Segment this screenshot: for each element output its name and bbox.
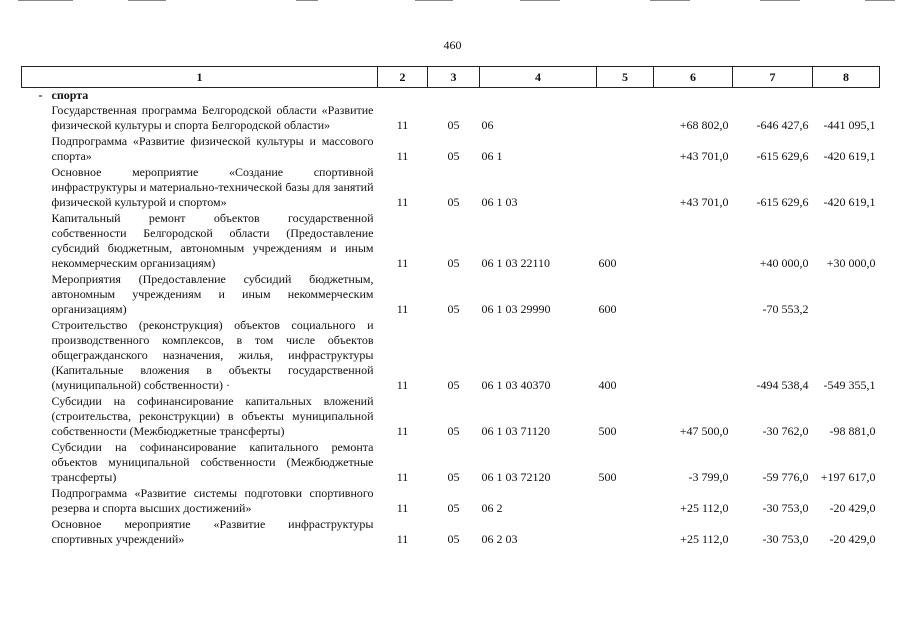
column-header: 4 (480, 67, 597, 88)
subsection-code: 05 (447, 118, 460, 132)
amount-col7: -494 538,4 (756, 378, 809, 392)
row-description: Государственная программа Белгородской области «Развитие физической культуры и спорта Белгородской области» (51, 103, 374, 132)
row-description: Подпрограмма «Развитие системы подготовки спортивного резерва и спорта высших достижений» (51, 486, 374, 515)
amount-col7: -615 629,6 (756, 149, 809, 163)
subsection-code: 05 (447, 378, 460, 392)
top-edge-marks (0, 0, 905, 2)
section-code: 11 (396, 256, 409, 270)
table-header-row (22, 67, 880, 88)
section-code: 11 (396, 118, 409, 132)
subsection-code: 05 (447, 424, 460, 438)
row-description: Субсидии на софинансирование капитального ремонта объектов муниципальной собственности (Межбюджетные трансферты) (51, 440, 374, 484)
table-row (22, 318, 880, 394)
expense-type-code (597, 486, 654, 517)
target-article-code: 06 2 (481, 501, 503, 515)
target-article-code: 06 1 03 29990 (481, 302, 551, 316)
amount-col8: -20 429,0 (829, 501, 876, 515)
row-description: Мероприятия (Предоставление субсидий бюджетным, автономным учреждениям и иным некоммерческим организациям) (51, 272, 374, 316)
section-title: спорта (51, 88, 89, 102)
section-code: 11 (396, 378, 409, 392)
amount-col8: -549 355,1 (823, 378, 876, 392)
amount-col6 (654, 211, 733, 272)
amount-col6: +25 112,0 (680, 532, 729, 546)
amount-col7: -30 753,0 (762, 501, 809, 515)
subsection-code: 05 (447, 470, 460, 484)
row-description: Строительство (реконструкция) объектов социального и производственного комплексов, в том числе объектов общегражданского назначения, жилья, инфраструктуры (Капитальные вложения в объекты государственной (муниципальной) собственности) · (51, 318, 374, 392)
column-header: 1 (22, 67, 378, 88)
section-code: 11 (396, 195, 409, 209)
section-code: 11 (396, 424, 409, 438)
section-dash: - (38, 88, 43, 102)
amount-col7: -59 776,0 (762, 470, 809, 484)
target-article-code: 06 1 03 72120 (481, 470, 551, 484)
amount-col8: -20 429,0 (829, 532, 876, 546)
subsection-code: 05 (447, 501, 460, 515)
amount-col6: +68 802,0 (679, 118, 729, 132)
table-row (22, 211, 880, 272)
table-row (22, 394, 880, 440)
amount-col8 (813, 272, 880, 318)
section-code: 11 (396, 532, 409, 546)
expense-type-code: 500 (598, 470, 617, 484)
section-code: 11 (396, 470, 409, 484)
column-header: 2 (378, 67, 428, 88)
page-number: 460 (443, 38, 462, 52)
amount-col7: -615 629,6 (756, 195, 809, 209)
table-row (22, 486, 880, 517)
table-row (22, 165, 880, 211)
subsection-code: 05 (447, 532, 460, 546)
amount-col8: -98 881,0 (829, 424, 876, 438)
amount-col6: +43 701,0 (679, 195, 729, 209)
expense-type-code (597, 103, 654, 134)
table-row (22, 134, 880, 165)
target-article-code: 06 1 03 40370 (481, 378, 551, 392)
column-header: 8 (813, 67, 880, 88)
amount-col6: +47 500,0 (679, 424, 729, 438)
table-row (22, 517, 880, 548)
expense-type-code: 600 (598, 256, 617, 270)
amount-col8: -420 619,1 (823, 149, 876, 163)
amount-col7: -70 553,2 (762, 302, 809, 316)
target-article-code: 06 2 03 (481, 532, 518, 546)
expense-type-code: 400 (598, 378, 617, 392)
row-description: Субсидии на софинансирование капитальных вложений (строительства, реконструкции) в объекты муниципальной собственности (Межбюджетные трансферты) (51, 394, 374, 438)
amount-col8: -420 619,1 (823, 195, 876, 209)
section-code: 11 (396, 501, 409, 515)
section-code: 11 (396, 149, 409, 163)
target-article-code: 06 1 03 71120 (481, 424, 551, 438)
target-article-code: 06 1 03 22110 (481, 256, 551, 270)
column-header: 3 (428, 67, 480, 88)
expense-type-code (597, 165, 654, 211)
target-article-code: 06 1 03 (481, 195, 518, 209)
section-title-cell (22, 88, 880, 104)
row-description: Подпрограмма «Развитие физической культуры и массового спорта» (51, 134, 374, 163)
table-row (22, 272, 880, 318)
subsection-code: 05 (447, 149, 460, 163)
column-header: 6 (654, 67, 733, 88)
amount-col6: +43 701,0 (679, 149, 729, 163)
amount-col6: -3 799,0 (688, 470, 729, 484)
amount-col8: +30 000,0 (826, 256, 876, 270)
expense-type-code: 600 (598, 302, 617, 316)
section-row (22, 88, 880, 104)
row-description: Основное мероприятие «Создание спортивной инфраструктуры и материально-технической базы для занятий физической культурой и спортом» (51, 165, 374, 209)
subsection-code: 05 (447, 302, 460, 316)
row-description: Основное мероприятие «Развитие инфраструктуры спортивных учреждений» (51, 517, 374, 546)
section-code: 11 (396, 302, 409, 316)
target-article-code: 06 (481, 118, 494, 132)
expense-type-code (597, 134, 654, 165)
amount-col6 (654, 318, 733, 394)
amount-col8: -441 095,1 (823, 118, 876, 132)
budget-table (21, 66, 880, 548)
expense-type-code (597, 517, 654, 548)
amount-col8: +197 617,0 (820, 470, 876, 484)
amount-col6 (654, 272, 733, 318)
subsection-code: 05 (447, 256, 460, 270)
amount-col7: +40 000,0 (759, 256, 809, 270)
table-row (22, 103, 880, 134)
row-description: Капитальный ремонт объектов государственной собственности Белгородской области (Предоставление субсидий бюджетным, автономным учреждениям и иным некоммерческим организациям) (51, 211, 374, 270)
amount-col6: +25 112,0 (680, 501, 729, 515)
amount-col7: -646 427,6 (756, 118, 809, 132)
target-article-code: 06 1 (481, 149, 503, 163)
subsection-code: 05 (447, 195, 460, 209)
column-header: 7 (733, 67, 813, 88)
expense-type-code: 500 (598, 424, 617, 438)
column-header: 5 (597, 67, 654, 88)
amount-col7: -30 753,0 (762, 532, 809, 546)
amount-col7: -30 762,0 (762, 424, 809, 438)
table-row (22, 440, 880, 486)
